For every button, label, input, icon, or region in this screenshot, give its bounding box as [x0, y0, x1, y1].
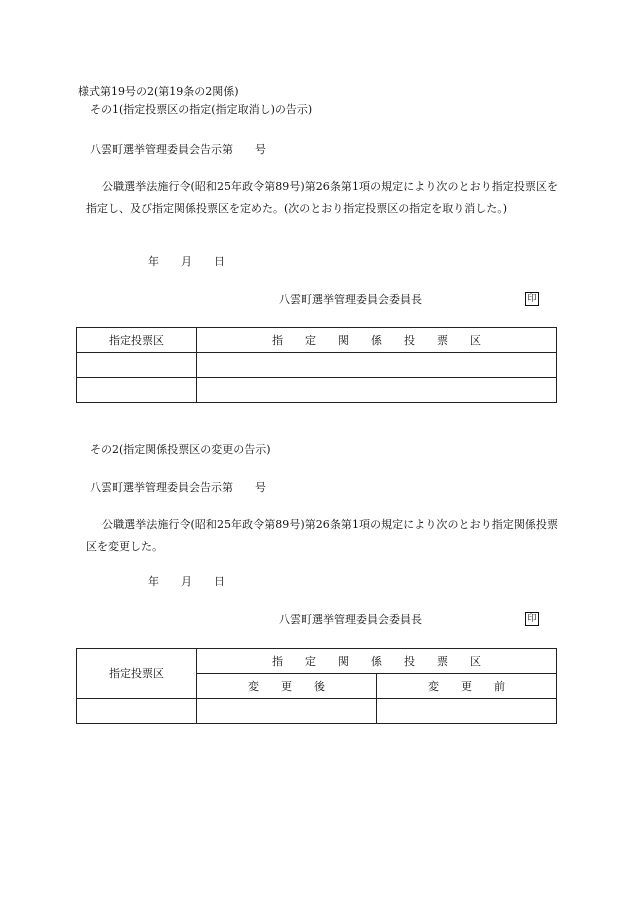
table-cell — [77, 699, 197, 724]
section1-notice-line: 八雲町選挙管理委員会告示第 号 — [90, 143, 266, 156]
table-row — [77, 378, 557, 403]
section2-signer: 八雲町選挙管理委員会委員長 — [279, 613, 422, 626]
section1-body — [86, 176, 558, 220]
section1-body-text: 公職選挙法施行令(昭和25年政令第89号)第26条第1項の規定により次のとおり指定投票区を指定し、及び指定関係投票区を定めた。(次のとおり指定投票区の指定を取り消した。) — [86, 180, 558, 215]
table-cell — [377, 699, 557, 724]
table-cell — [197, 378, 557, 403]
table-cell — [77, 378, 197, 403]
col-header-related-districts: 指 定 関 係 投 票 区 — [197, 328, 557, 353]
col-header-designated-district: 指定投票区 — [77, 328, 197, 353]
section2-seal: 印 — [525, 612, 539, 626]
section2-notice-line: 八雲町選挙管理委員会告示第 号 — [90, 481, 266, 494]
section2-body-text: 公職選挙法施行令(昭和25年政令第89号)第26条第1項の規定により次のとおり指定関係投票区を変更した。 — [86, 518, 558, 553]
col-header-before-change: 変 更 前 — [377, 674, 557, 699]
section2-date-line: 年 月 日 — [148, 575, 225, 588]
col-header-designated-district: 指定投票区 — [77, 649, 197, 699]
section1-signer: 八雲町選挙管理委員会委員長 — [279, 293, 422, 306]
col-header-related-districts: 指 定 関 係 投 票 区 — [197, 649, 557, 674]
section2-table — [76, 648, 557, 724]
col-header-after-change: 変 更 後 — [197, 674, 377, 699]
table-header-row — [77, 649, 557, 674]
section2-heading: その2(指定関係投票区の変更の告示) — [90, 443, 271, 456]
table-header-row — [77, 328, 557, 353]
table-row — [77, 353, 557, 378]
table-cell — [197, 699, 377, 724]
section2-body — [86, 514, 558, 558]
section1-date-line: 年 月 日 — [148, 255, 225, 268]
table-row — [77, 699, 557, 724]
section1-table — [76, 327, 557, 403]
form-number: 様式第19号の2(第19条の2関係) — [78, 85, 239, 98]
table-cell — [77, 353, 197, 378]
table-cell — [197, 353, 557, 378]
section1-heading: その1(指定投票区の指定(指定取消し)の告示) — [90, 103, 313, 116]
section1-seal: 印 — [525, 292, 539, 306]
